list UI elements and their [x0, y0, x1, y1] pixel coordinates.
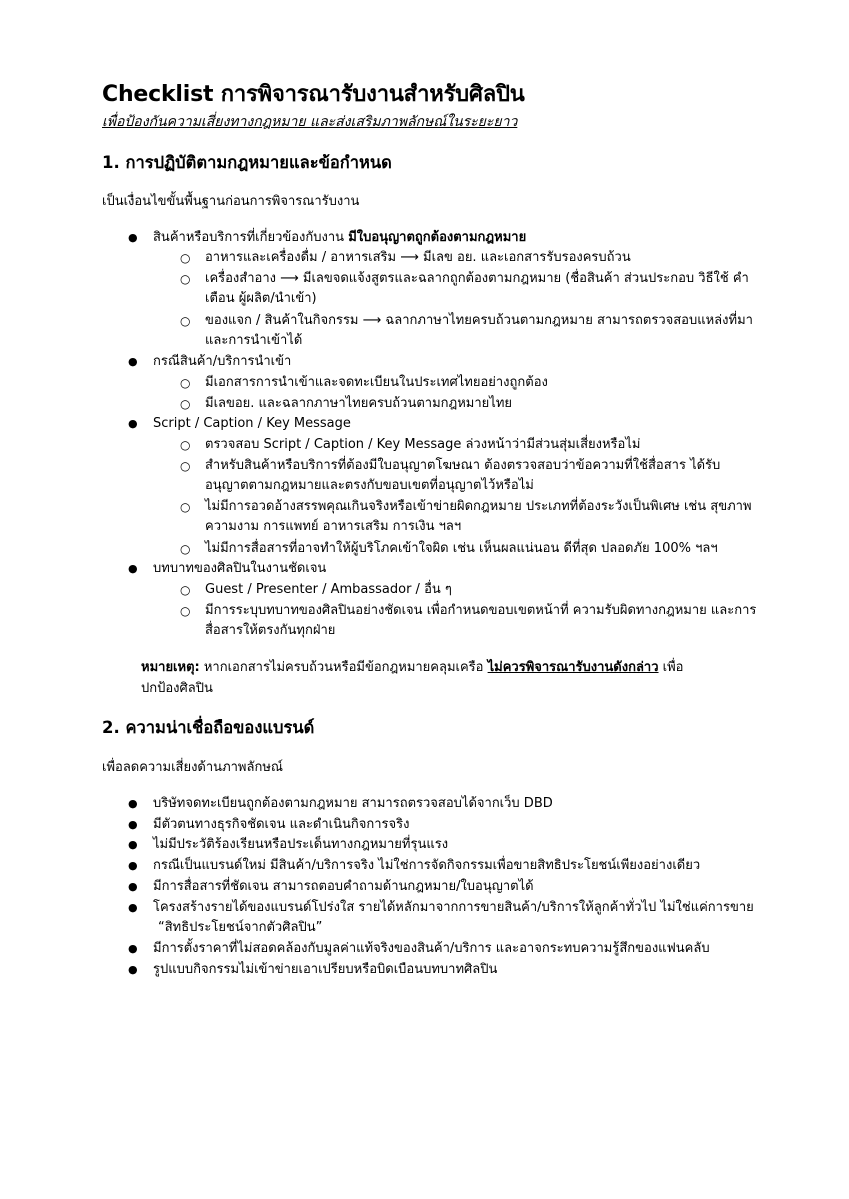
section-2-heading: 2. ความน่าเชื่อถือของแบรนด์ [102, 718, 315, 737]
sub-bullet-icon: ○ [180, 500, 191, 514]
note-emphasis: ไม่ควรพิจารณารับงานดังกล่าว [487, 660, 659, 675]
note-paragraph: หมายเหตุ: หากเอกสารไม่ครบถ้วนหรือมีข้อกฎหมายคลุมเครือ ไม่ควรพิจารณารับงานดังกล่าว เพื่อ [141, 660, 684, 675]
sub-list-item: Guest / Presenter / Ambassador / อื่น ๆ [205, 582, 452, 597]
list-item: มีตัวตนทางธุรกิจชัดเจน และดำเนินกิจการจริง [153, 817, 410, 832]
sub-bullet-icon: ○ [180, 604, 191, 618]
list-item: สินค้าหรือบริการที่เกี่ยวข้องกับงาน มีใบอนุญาตถูกต้องตามกฎหมาย [153, 230, 527, 245]
sub-bullet-icon: ○ [180, 583, 191, 597]
bullet-icon: ● [128, 942, 138, 955]
sub-list-item-continued: เตือน ผู้ผลิต/นำเข้า) [205, 291, 317, 306]
list-item: Script / Caption / Key Message [153, 416, 351, 431]
bullet-icon: ● [128, 355, 138, 368]
list-item: กรณีสินค้า/บริการนำเข้า [153, 354, 292, 369]
page-title: Checklist การพิจารณารับงานสำหรับศิลปิน [102, 82, 525, 107]
bullet-icon: ● [128, 231, 138, 244]
sub-list-item: เครื่องสำอาง ⟶ มีเลขจดแจ้งสูตรและฉลากถูกต้องตามกฎหมาย (ชื่อสินค้า ส่วนประกอบ วิธีใช้ คำ [205, 271, 749, 286]
sub-list-item: ของแจก / สินค้าในกิจกรรม ⟶ ฉลากภาษาไทยครบถ้วนตามกฎหมาย สามารถตรวจสอบแหล่งที่มา [205, 313, 753, 328]
note-label: หมายเหตุ: [141, 660, 200, 675]
sub-list-item: อาหารและเครื่องดื่ม / อาหารเสริม ⟶ มีเลข อย. และเอกสารรับรองครบถ้วน [205, 250, 631, 265]
sub-list-item: ไม่มีการสื่อสารที่อาจทำให้ผู้บริโภคเข้าใจผิด เช่น เห็นผลแน่นอน ดีที่สุด ปลอดภัย 100% ฯลฯ [205, 541, 718, 556]
sub-list-item: มีเอกสารการนำเข้าและจดทะเบียนในประเทศไทยอย่างถูกต้อง [205, 375, 548, 390]
sub-bullet-icon: ○ [180, 542, 191, 556]
list-item: ไม่มีประวัติร้องเรียนหรือประเด็นทางกฎหมายที่รุนแรง [153, 837, 449, 852]
bullet-icon: ● [128, 818, 138, 831]
page-subtitle: เพื่อป้องกันความเสี่ยงทางกฎหมาย และส่งเสริมภาพลักษณ์ในระยะยาว [102, 114, 518, 130]
bullet-icon: ● [128, 963, 138, 976]
bullet-icon: ● [128, 901, 138, 914]
section-1-heading: 1. การปฏิบัติตามกฎหมายและข้อกำหนด [102, 153, 392, 172]
sub-list-item: สำหรับสินค้าหรือบริการที่ต้องมีใบอนุญาตโฆษณา ต้องตรวจสอบว่าข้อความที่ใช้สื่อสาร ได้รับ [205, 458, 721, 473]
list-item: รูปแบบกิจกรรมไม่เข้าข่ายเอาเปรียบหรือบิดเบือนบทบาทศิลปิน [153, 962, 498, 977]
bullet-icon: ● [128, 880, 138, 893]
bullet-icon: ● [128, 797, 138, 810]
sub-list-item-continued: และการนำเข้าได้ [205, 333, 303, 348]
sub-bullet-icon: ○ [180, 272, 191, 286]
sub-list-item: ตรวจสอบ Script / Caption / Key Message ล่วงหน้าว่ามีส่วนสุ่มเสี่ยงหรือไม่ [205, 437, 641, 452]
list-item: มีการสื่อสารที่ชัดเจน สามารถตอบคำถามด้านกฎหมาย/ใบอนุญาตได้ [153, 879, 534, 894]
sub-list-item-continued: ความงาม การแพทย์ อาหารเสริม การเงิน ฯลฯ [205, 519, 462, 534]
list-item: มีการตั้งราคาที่ไม่สอดคล้องกับมูลค่าแท้จริงของสินค้า/บริการ และอาจกระทบความรู้สึกของแฟนคลับ [153, 941, 710, 956]
sub-list-item: มีเลขอย. และฉลากภาษาไทยครบถ้วนตามกฎหมายไทย [205, 396, 513, 411]
sub-bullet-icon: ○ [180, 251, 191, 265]
sub-list-item: ไม่มีการอวดอ้างสรรพคุณเกินจริงหรือเข้าข่ายผิดกฎหมาย ประเภทที่ต้องระวังเป็นพิเศษ เช่น สุขภาพ [205, 499, 752, 514]
sub-list-item: มีการระบุบทบาทของศิลปินอย่างชัดเจน เพื่อกำหนดขอบเขตหน้าที่ ความรับผิดทางกฎหมาย และการ [205, 603, 757, 618]
sub-list-item-continued: สื่อสารให้ตรงกันทุกฝ่าย [205, 623, 336, 638]
list-item: บทบาทของศิลปินในงานชัดเจน [153, 561, 327, 576]
section-1-intro: เป็นเงื่อนไขขั้นพื้นฐานก่อนการพิจารณารับงาน [102, 194, 360, 209]
section-2-intro: เพื่อลดความเสี่ยงด้านภาพลักษณ์ [102, 760, 283, 775]
bullet-icon: ● [128, 838, 138, 851]
note-paragraph-continued: ปกป้องศิลปิน [141, 681, 213, 696]
list-item: กรณีเป็นแบรนด์ใหม่ มีสินค้า/บริการจริง ไม่ใช่การจัดกิจกรรมเพื่อขายสิทธิประโยชน์เพียงอย่างเดียว [153, 858, 701, 873]
bullet-icon: ● [128, 859, 138, 872]
sub-bullet-icon: ○ [180, 459, 191, 473]
sub-bullet-icon: ○ [180, 314, 191, 328]
list-item: โครงสร้างรายได้ของแบรนด์โปร่งใส รายได้หลักมาจากการขายสินค้า/บริการให้ลูกค้าทั่วไป ไม่ใช่แค่การขาย [153, 900, 754, 915]
list-item: บริษัทจดทะเบียนถูกต้องตามกฎหมาย สามารถตรวจสอบได้จากเว็บ DBD [153, 796, 553, 811]
bullet-icon: ● [128, 562, 138, 575]
sub-bullet-icon: ○ [180, 376, 191, 390]
sub-list-item-continued: อนุญาตตามกฎหมายและตรงกับขอบเขตที่อนุญาตไว้หรือไม่ [205, 478, 534, 493]
bullet-icon: ● [128, 417, 138, 430]
sub-bullet-icon: ○ [180, 438, 191, 452]
sub-bullet-icon: ○ [180, 397, 191, 411]
list-item-continued: “สิทธิประโยชน์จากตัวศิลปิน” [158, 920, 323, 935]
